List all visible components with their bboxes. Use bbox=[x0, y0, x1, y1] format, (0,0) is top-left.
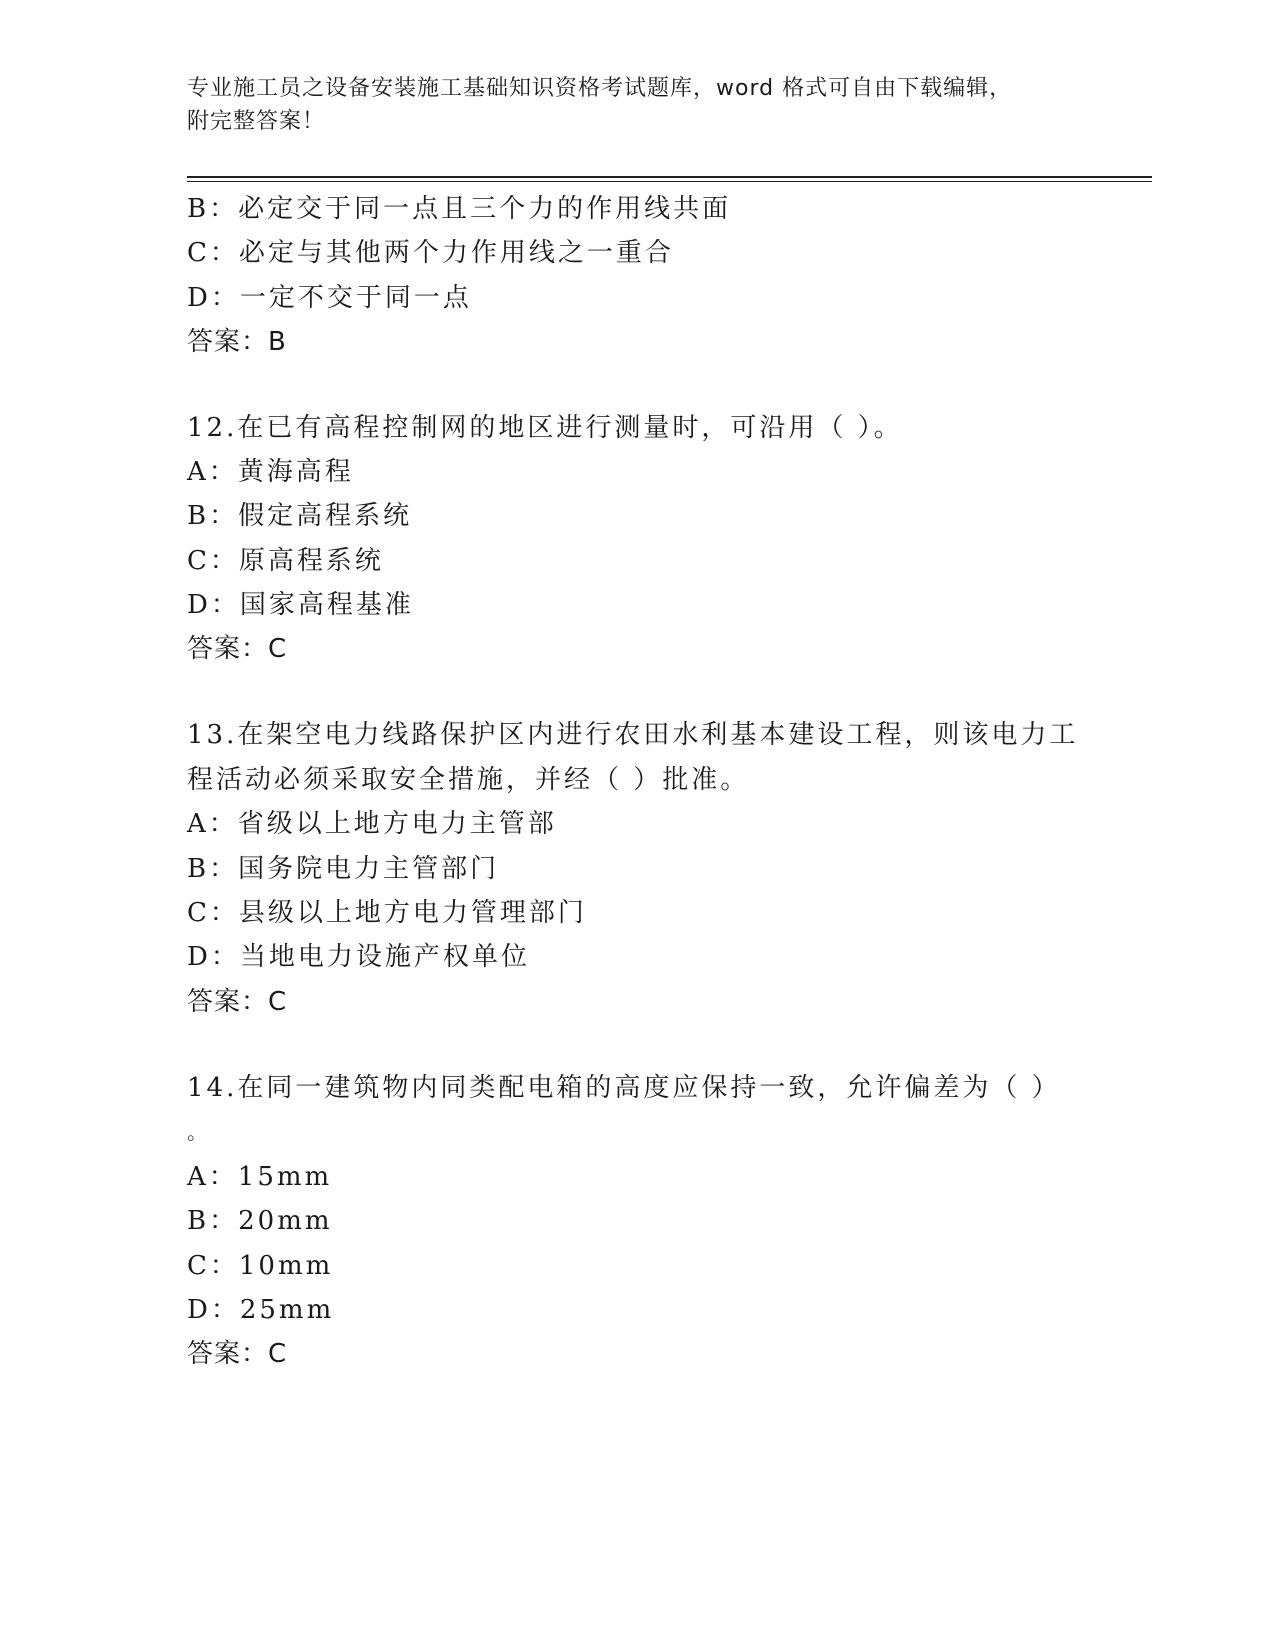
header-rule-thin bbox=[187, 181, 1152, 182]
q11-answer: 答案：B bbox=[187, 327, 287, 357]
q12-option-b: B：假定高程系统 bbox=[187, 501, 413, 531]
q13-stem-line-1: 13.在架空电力线路保护区内进行农田水利基本建设工程，则该电力工 bbox=[187, 720, 1079, 750]
q12-option-a: A：黄海高程 bbox=[187, 457, 354, 487]
q14-option-c: C：10mm bbox=[187, 1251, 334, 1281]
q14-answer: 答案：C bbox=[187, 1339, 288, 1369]
header-line-2: 附完整答案！ bbox=[187, 109, 326, 134]
q12-answer: 答案：C bbox=[187, 634, 288, 664]
document-header bbox=[187, 72, 1087, 138]
q14-option-d: D：25mm bbox=[187, 1295, 335, 1325]
q12-option-c: C：原高程系统 bbox=[187, 546, 384, 576]
q14-stem-line-2: 。 bbox=[187, 1120, 210, 1144]
header-rule-thick bbox=[187, 176, 1152, 178]
q11-option-d: D：一定不交于同一点 bbox=[187, 283, 472, 313]
q11-option-c: C：必定与其他两个力作用线之一重合 bbox=[187, 238, 674, 268]
q12-stem: 12.在已有高程控制网的地区进行测量时，可沿用（ ）。 bbox=[187, 413, 903, 443]
q13-option-c: C：县级以上地方电力管理部门 bbox=[187, 898, 587, 928]
q13-option-a: A：省级以上地方电力主管部 bbox=[187, 809, 557, 839]
q14-stem-line-1: 14.在同一建筑物内同类配电箱的高度应保持一致，允许偏差为（ ） bbox=[187, 1073, 1061, 1103]
q11-option-b: B：必定交于同一点且三个力的作用线共面 bbox=[187, 194, 732, 224]
q13-option-d: D：当地电力设施产权单位 bbox=[187, 942, 530, 972]
q13-option-b: B：国务院电力主管部门 bbox=[187, 854, 500, 884]
q13-answer: 答案：C bbox=[187, 987, 288, 1017]
q13-stem-line-2: 程活动必须采取安全措施，并经（ ）批准。 bbox=[187, 765, 750, 795]
header-line-1: 专业施工员之设备安装施工基础知识资格考试题库，word 格式可自由下载编辑， bbox=[187, 76, 1013, 101]
q14-option-b: B：20mm bbox=[187, 1206, 333, 1236]
q12-option-d: D：国家高程基准 bbox=[187, 590, 414, 620]
q14-option-a: A：15mm bbox=[187, 1162, 333, 1192]
